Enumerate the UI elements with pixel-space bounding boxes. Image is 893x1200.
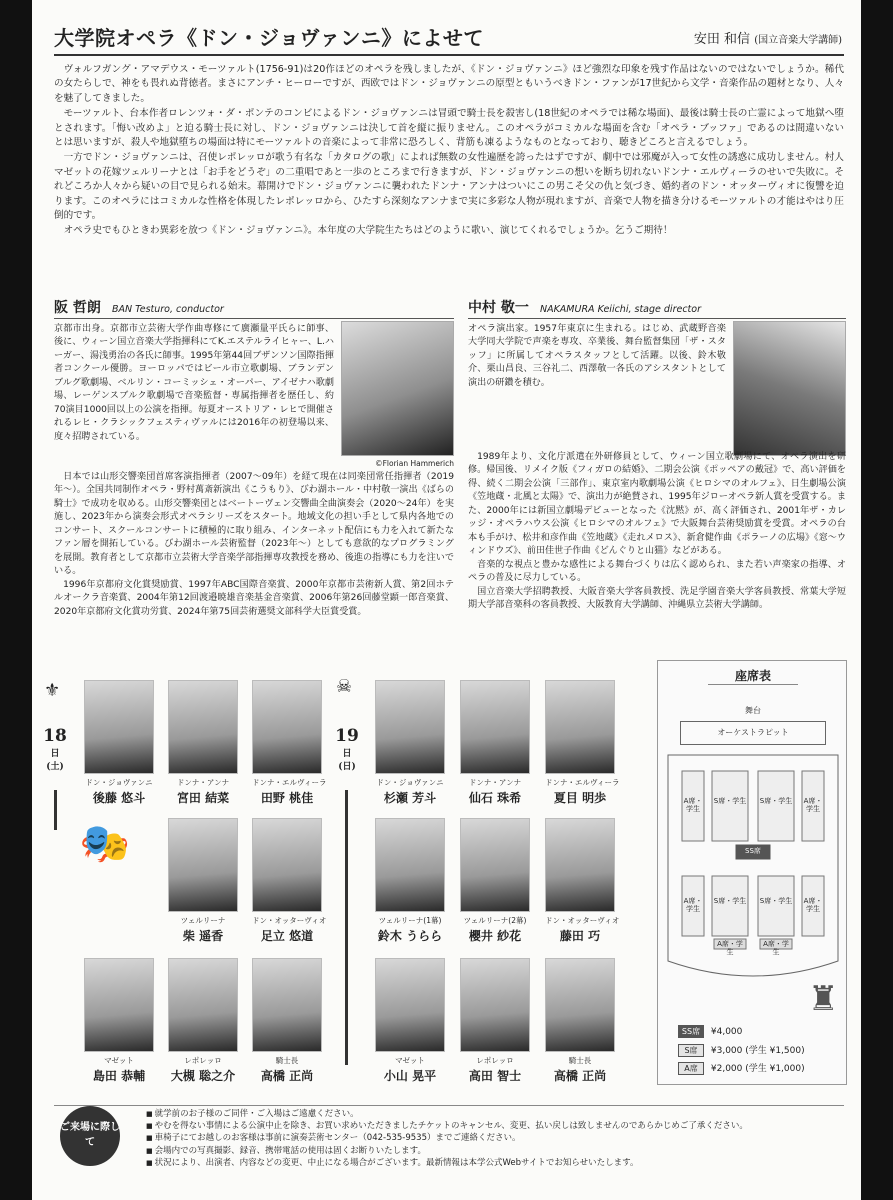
conductor-name: 阪 哲朗 [54,300,101,316]
director-heading [468,297,846,319]
cast-name: 柴 遥香 [182,929,224,943]
cast-card [460,958,530,1084]
cast-card [545,680,620,806]
conductor-section [54,297,454,617]
cast-role: ドンナ・アンナ [468,778,522,787]
day-19-badge [334,726,360,772]
cast-name: 小山 晃平 [383,1069,437,1083]
cast-role: 騎士長 [568,1056,592,1065]
cast-role: 騎士長 [275,1056,299,1065]
cast-name: 田野 桃佳 [260,791,314,805]
cast-photo [375,958,445,1052]
article-header [54,20,844,56]
cast-photo [84,680,154,774]
price-value: ¥4,000 [710,1027,743,1037]
author-name: 安田 和信 [693,32,751,47]
author-affiliation: (国立音楽大学講師) [754,35,842,46]
seat-label-ss: SS席 [745,847,761,855]
seat-label-a: A席・学生 [683,797,703,814]
day-weekday: (土) [46,762,64,772]
masks-icon: 🎭 [75,816,135,872]
stage-label: 舞台 [745,706,761,715]
cast-card [375,958,445,1084]
notice-list [146,1108,748,1169]
cast-photo [460,680,530,774]
conductor-bio-paragraph: 日本では山形交響楽団首席客演指揮者（2007～09年）を経て現在は同楽団常任指揮者（2019年～）。全国共同制作オペラ・野村萬斎新演出《こうもり》、びわ湖ホール・中村敬一演出《ばらの騎士》で成功を収める。山形交響楽団とはベートーヴェン交響曲全曲演奏会（2020～24年）を実施し、2023年から演奏会形式オペラシリーズをスタート。地域文化の担い手として県内各地でのコンサート、スクールコンサートに積極的に取り組み、インターネット配信にも力を入れて新たなファン層を開拓している。びわ湖ホール芸術監督（2023年～）としても意欲的なプログラミングを展開。教育者として京都市立芸術大学音楽学部指揮専攻教授を務め、後進の指導にも力を注いでいる。 [54,472,454,577]
cast-photo [168,958,238,1052]
director-bio-paragraph: 国立音楽大学招聘教授、大阪音楽大学客員教授、洗足学園音楽大学客員教授、常葉大学短期大学部音楽科の客員教授、大阪教育大学講師、沖縄県立芸術大学講師。 [468,586,846,610]
seat-label-s: S席・学生 [713,897,747,905]
cast-card [168,958,238,1084]
cast-card [252,680,327,806]
seat-label-s: S席・学生 [759,797,793,805]
price-tag: A席 [678,1062,704,1075]
cast-card [545,818,620,944]
director-bio-paragraph: 音楽的な視点と豊かな感性による舞台づくりは広く認められ、また若い声楽家の指導、オペラの普及に尽力している。 [468,559,846,584]
seat-label-a: A席・学生 [763,940,789,957]
conductor-subtitle: BAN Testuro, conductor [111,304,224,315]
essay-paragraph: モーツァルト、台本作者ロレンツォ・ダ・ポンテのコンビによるドン・ジョヴァンニは冒頭で騎士長を殺害し(18世紀のオペラでは稀な場面)、最後は騎士長の亡霊によって地獄へ堕とされます。「悔い改めよ」と迫る騎士長に対し、ドン・ジョヴァンニは決して首を縦に振りません。このオペラがコミカルな場面を含む「オペラ・ブッファ」であるのは間違いないとは思いますが、殺人や地獄堕ちの場面は特にモーツァルトの音楽によって非常に恐ろしく、背筋も凍るようなものとなっており、聴きどころと言えるでしょう。 [54,108,844,148]
seat-label-a: A席・学生 [803,897,823,914]
director-section [468,297,846,610]
cast-role: ドン・オッターヴィオ [252,916,327,925]
seat-label-s: S席・学生 [713,797,747,805]
cast-name: 宮田 結菜 [176,791,230,805]
conductor-bio-paragraph: 1996年京都府文化賞奨励賞、1997年ABC国際音楽賞、2000年京都市芸術新人賞、第2回ホテルオークラ音楽賞、2004年第12回渡邉暁雄音楽基金音楽賞、2006年第26回藤堂顕一郎音楽賞、2020年京都府文化賞功労賞、2024年第75回芸術選奨文部科学大臣賞受賞。 [54,579,454,617]
notice-badge: ご来場に際して [60,1106,120,1166]
conductor-photo [341,321,454,456]
conductor-bio-intro: 京都市出身。京都市立芸術大学作曲専修にて廣瀬量平氏らに師事、後に、ウィーン国立音楽大学指揮科にてK.エステルライヒャー、L.ハーガー、湯浅勇治の各氏に師事。1995年第44回ブザンソン国際指揮者コンクール優勝。ヨーロッパではビール市立歌劇場、ブランデンブルグ歌劇場、ベルリン・コーミッシェ・オーパー、アイゼナハ歌劇場、レーゲンスブルク歌劇場で音楽監督・専属指揮者を歴任し、約70演目1000回以上の公演を指揮。毎夏オーストリア・レヒで開催されるレヒ・クラシックフェスティヴァルには2016年の初登場以来、度々招聘されている。 [54,324,334,442]
cast-name: 後藤 悠斗 [92,791,146,805]
cast-name: 櫻井 紗花 [468,929,522,943]
cast-name: 島田 恭輔 [92,1069,146,1083]
director-bio-paragraph: 1989年より、文化庁派遣在外研修員として、ウィーン国立歌劇場にて、オペラ演出を研修。帰国後、リメイク版《フィガロの結婚》、二期会公演《ポッペアの戴冠》で、高い評価を得、続く二期会公演「三部作」、東京室内歌劇場公演《ヒロシマのオルフェ》、日生劇場公演《笠地蔵・北風と太陽》で、演出力が絶賛され、1995年ジローオペラ新人賞を受賞する。また、2000年には新国立劇場デビューとなった《沈黙》が、高く評価され、2001年ザ・カレッジ・オペラハウス公演《ヒロシマのオルフェ》で大阪舞台芸術奨励賞を受賞。オペラの台本も手がけ、松井和彦作曲《笠地蔵》《走れメロス》、新倉健作曲《ポラーノの広場》《窓～ウィンドウズ》、前田佳世子作曲《どんぐりと山猫》などがある。 [468,452,846,557]
cast-photo [545,680,615,774]
cast-role: ドン・ジョヴァンニ [376,778,444,787]
cast-card [84,680,154,806]
director-photo [733,321,846,456]
cast-photo [252,818,322,912]
cast-role: ツェルリーナ(1幕) [378,916,442,925]
seat-label-a: A席・学生 [717,940,743,957]
price-row [678,1025,742,1038]
seating-diagram [658,661,848,1086]
day-18-badge [42,726,68,772]
cast-card [168,818,238,944]
conductor-bio [54,471,454,619]
cast-role: レポレッロ [184,1056,222,1065]
day-number: 19 [335,726,359,746]
cast-name: 杉瀬 芳斗 [383,791,437,805]
cast-photo [545,958,615,1052]
cast-name: 藤田 巧 [559,929,601,943]
cast-card [375,680,445,806]
cast-name: 鈴木 うらら [377,929,443,943]
cast-card [252,818,327,944]
cast-photo [84,958,154,1052]
essay-paragraph: 一方でドン・ジョヴァンニは、召使レポレッロが歌う有名な「カタログの歌」によれば無数の女性遍歴を誇ったはずですが、劇中では邪魔が入って女性の誘惑に成功しません。村人マゼットの花嫁ツェルリーナとは「お手をどうぞ」の二重唱であと一歩のところまで行きますが、ドン・ジョヴァンニの想いを断ち切れないドンナ・エルヴィーラのせいで失敗に。それどころか人々から疑いの目で見られる始末。幕開けでドン・ジョヴァンニに襲われたドンナ・アンナはついにこの男こそ父の仇と気づき、婚約者のドン・オッターヴィオに復讐を迫ります。このオペラにはコミカルな性格を体現したレポレッロから、ひたすら深刻なアンナまで実に多彩な人物が現れますが、音楽で人物を描き分けるモーツァルトの才能はやはり圧倒的です。 [54,152,844,221]
director-bio-intro: オペラ演出家。1957年東京に生まれる。はじめ、武蔵野音楽大学同大学院で声楽を専攻、卒業後、舞台監督集団「ザ・スタッフ」に所属してオペラスタッフとして活躍。以後、鈴木敬介、栗山昌良、三谷礼二、西澤敬一各氏のアシスタントとして演出の研鑽を積む。 [468,324,726,388]
director-name: 中村 敬一 [468,300,529,316]
cast-name: 足立 悠道 [260,929,314,943]
article-title: 大学院オペラ《ドン・ジョヴァンニ》によせて [54,26,484,50]
cast-card [168,680,238,806]
cast-card [252,958,322,1084]
price-value: ¥3,000 (学生 ¥1,500) [710,1046,805,1056]
ornament-pole [54,790,57,830]
cast-photo [460,818,530,912]
day-unit: 日 [50,749,60,759]
notice-item: ■ 状況により、出演者、内容などの変更、中止になる場合がございます。最新情報は本学公式Webサイトでお知らせいたします。 [146,1157,748,1169]
visitor-notice [54,1105,844,1175]
cast-role: ツェルリーナ(2幕) [463,916,527,925]
ornament-pole [345,790,348,1065]
essay-body [54,63,844,240]
cast-photo [168,818,238,912]
article-author [694,28,842,47]
cast-name: 夏目 明歩 [553,791,607,805]
cast-photo [252,680,322,774]
seat-label-a: A席・学生 [683,897,703,914]
cast-role: ドンナ・アンナ [176,778,230,787]
conductor-heading [54,297,454,319]
ornament-icon: ☠ [336,676,353,697]
cast-photo [252,958,322,1052]
cast-card [460,680,530,806]
essay-paragraph: オペラ史でもひときわ異彩を放つ《ドン・ジョヴァンニ》。本年度の大学院生たちはどのように歌い、演じてくれるでしょうか。乞うご期待！ [63,225,673,237]
director-subtitle: NAKAMURA Keiichi, stage director [539,304,701,315]
cast-name: 大槻 聡之介 [170,1069,236,1083]
notice-item: ■ 会場内での写真撮影、録音、携帯電話の使用は固くお断りいたします。 [146,1145,748,1157]
flyer-page [32,0,861,1200]
cast-role: ドンナ・エルヴィーラ [545,778,620,787]
cast-name: 高橋 正尚 [553,1069,607,1083]
cast-card [84,958,154,1084]
cast-photo [460,958,530,1052]
cast-role: ドン・ジョヴァンニ [85,778,153,787]
cast-role: ツェルリーナ [180,916,226,925]
cast-card [375,818,445,944]
cast-photo [375,680,445,774]
cast-role: ドン・オッターヴィオ [545,916,620,925]
notice-item: ■ 車椅子にてお越しのお客様は事前に演奏芸術センター（042-535-9535）までご連絡ください。 [146,1132,748,1144]
seat-label-s: S席・学生 [759,897,793,905]
director-bio [468,451,846,612]
ornament-icon: ⚜ [44,680,61,701]
cast-role: ドンナ・エルヴィーラ [252,778,327,787]
cast-role: マゼット [395,1056,425,1065]
price-tag: S席 [678,1044,704,1057]
seating-chart [657,660,847,1085]
photo-credit: ©Florian Hammerich [375,459,454,468]
day-weekday: (日) [338,762,356,772]
seating-title: 座席表 [708,667,798,685]
chair-icon: ♜ [808,979,839,1019]
cast-photo [375,818,445,912]
notice-item: ■ 就学前のお子様のご同伴・ご入場はご遠慮ください。 [146,1108,748,1120]
essay-paragraph: ヴォルフガング・アマデウス・モーツァルト(1756-91)は20作ほどのオペラを残しましたが、《ドン・ジョヴァンニ》ほど強烈な印象を残す作品はないのではないでしょうか。稀代の女たらしで、神をも畏れぬ背徳者。まさにアンチ・ヒーローですが、西欧ではドン・ジョヴァンニの原型ともいうべきドン・ファンが17世紀から文学・音楽作品の題材となり、人々を魅了してきました。 [54,64,844,104]
notice-item: ■ やむを得ない事情による公演中止を除き、お買い求めいただきましたチケットのキャンセル、変更、払い戻しは致しませんのであらかじめご了承ください。 [146,1120,748,1132]
cast-role: マゼット [104,1056,134,1065]
cast-photo [168,680,238,774]
cast-card [545,958,615,1084]
cast-name: 仙石 珠希 [468,791,522,805]
orchestra-pit: オーケストラピット [680,721,826,745]
seat-label-a: A席・学生 [803,797,823,814]
price-value: ¥2,000 (学生 ¥1,000) [710,1064,805,1074]
price-tag: SS席 [678,1025,704,1038]
cast-photo [545,818,615,912]
cast-name: 高田 智士 [468,1069,522,1083]
cast-role: レポレッロ [476,1056,514,1065]
price-row [678,1043,805,1057]
cast-card [460,818,530,944]
day-unit: 日 [342,749,352,759]
price-row [678,1061,805,1075]
day-number: 18 [43,726,67,746]
cast-name: 高橋 正尚 [260,1069,314,1083]
